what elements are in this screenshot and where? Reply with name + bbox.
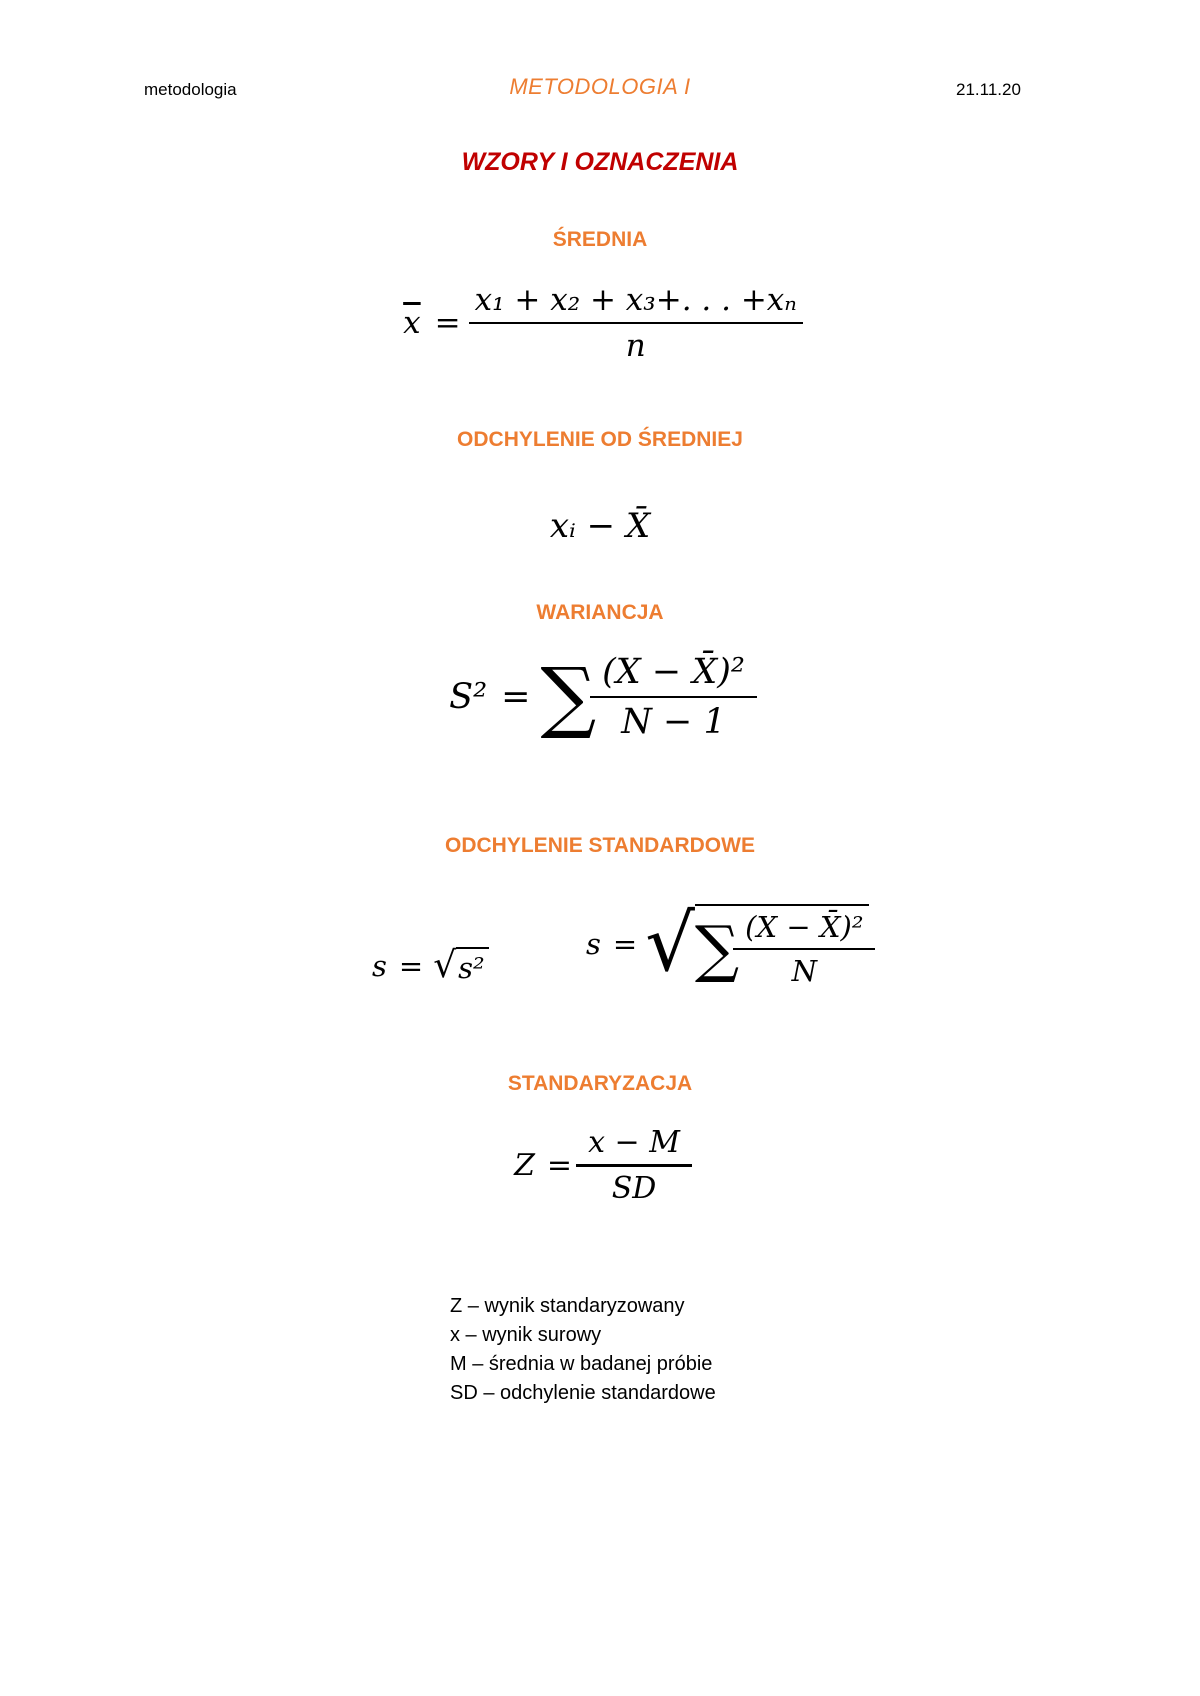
symbol-legend xyxy=(450,1292,716,1408)
equals-sign: = xyxy=(612,927,638,961)
legend-item: M – średnia w badanej próbie xyxy=(450,1353,713,1375)
formula-mean xyxy=(0,282,1200,364)
formula-std-full-denominator: N xyxy=(733,948,875,988)
formula-std-simple xyxy=(372,945,489,986)
section-heading-deviation: ODCHYLENIE OD ŚREDNIEJ xyxy=(457,428,743,451)
formula-std-full-lhs: s xyxy=(586,927,601,961)
radicand-box xyxy=(695,904,870,988)
formula-zscore-lhs: Z xyxy=(514,1148,535,1183)
equals-sign: = xyxy=(434,305,461,341)
equals-sign: = xyxy=(546,1148,573,1183)
formula-mean-lhs: $\overline{x}$ xyxy=(403,305,421,341)
sum-sign: ∑ xyxy=(694,912,740,985)
formula-mean-fraction xyxy=(475,282,797,364)
header-left-text: metodologia xyxy=(144,80,237,99)
sum-sign: ∑ xyxy=(540,652,597,742)
page-title: WZORY I OZNACZENIA xyxy=(461,148,739,176)
formula-variance-lhs: S² xyxy=(449,677,488,717)
formula-variance xyxy=(0,652,1200,742)
sqrt-sign: √ xyxy=(645,899,695,989)
equals-sign: = xyxy=(398,948,424,983)
formula-std-full-fraction xyxy=(739,910,869,988)
header-date: 21.11.20 xyxy=(956,80,1021,99)
header-course-title: METODOLOGIA I xyxy=(509,74,691,99)
formula-mean-denominator: n xyxy=(469,322,803,364)
section-heading-standardization: STANDARYZACJA xyxy=(507,1072,693,1095)
formula-zscore-fraction xyxy=(582,1125,686,1206)
formula-variance-denominator: N − 1 xyxy=(590,696,757,742)
legend-item: SD – odchylenie standardowe xyxy=(450,1382,716,1404)
formula-zscore-numerator: x − M xyxy=(588,1125,680,1160)
equals-sign: = xyxy=(501,677,531,717)
formula-mean-numerator: x₁ + x₂ + x₃+. . . +xₙ xyxy=(474,282,797,318)
legend-item: Z – wynik standaryzowany xyxy=(450,1295,685,1317)
formula-zscore-denominator: SD xyxy=(576,1164,692,1206)
section-heading-std: ODCHYLENIE STANDARDOWE xyxy=(445,834,755,857)
section-heading-mean: ŚREDNIA xyxy=(552,228,648,251)
formula-std-simple-lhs: s xyxy=(372,948,387,983)
formula-zscore xyxy=(0,1125,1200,1206)
section-heading-variance: WARIANCJA xyxy=(536,601,664,624)
legend-item: x – wynik surowy xyxy=(450,1324,602,1346)
formula-deviation: xᵢ − X̄ xyxy=(549,506,651,546)
formula-std-full-numerator: (X − X̄)² xyxy=(745,910,864,944)
formula-std-simple-radicand: s² xyxy=(456,947,489,985)
sqrt-sign: √ xyxy=(433,945,457,986)
formula-variance-numerator: (X − X̄)² xyxy=(602,652,745,692)
formula-std-full xyxy=(586,900,869,988)
formula-variance-fraction xyxy=(596,652,751,742)
